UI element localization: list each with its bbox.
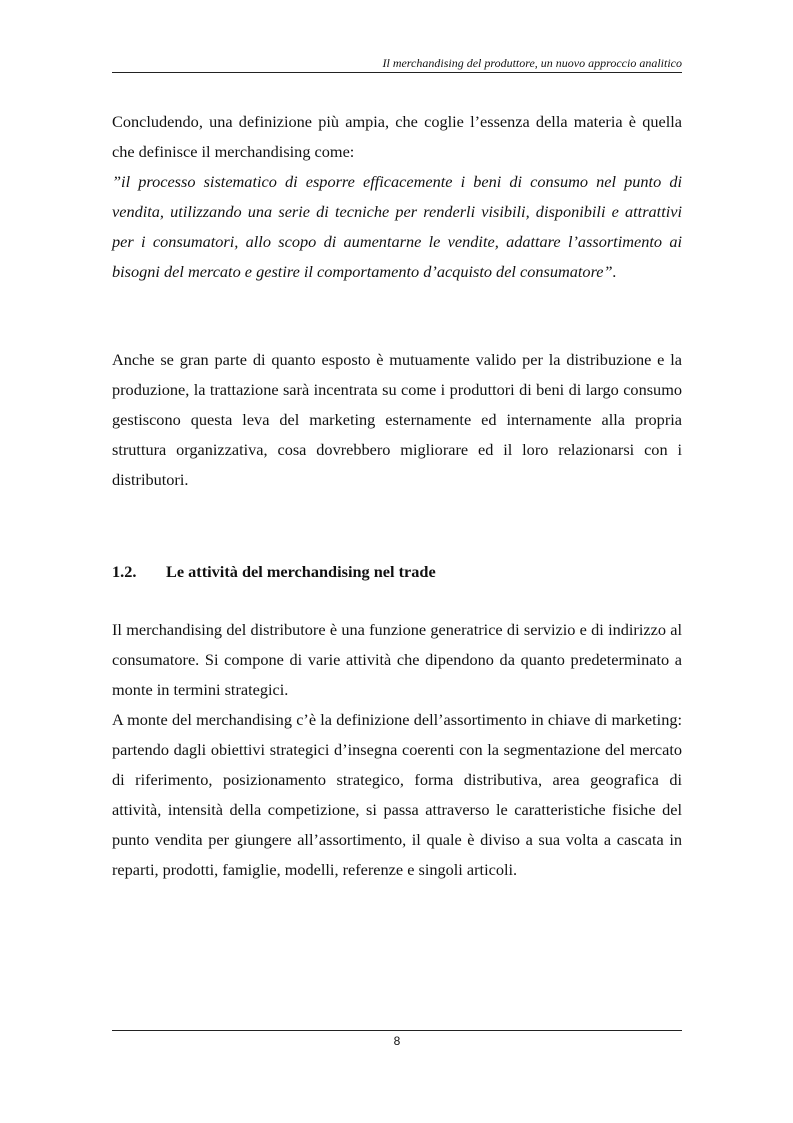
scope-paragraph: Anche se gran parte di quanto esposto è mutuamente valido per la distribuzione e la produzione, la trattazione sarà incentrata su come i produttori di beni di largo consumo gestiscono questa leva del marketing esternamente ed internamente alla propria struttura organizzativa, cosa dovrebbero migliorare ed il loro relazionarsi con i distributori. [112,350,682,489]
trade-paragraph-2: A monte del merchandising c’è la definizione dell’assortimento in chiave di marketing: partendo dagli obiettivi strategici d’insegna coerenti con la segmentazione del mercato di riferimento, posizionamento strategico, forma distributiva, area geografica di attività, intensità della competizione, si passa attraverso le caratteristiche fisiche del punto vendita per giungere all’assortimento, il quale è diviso a sua volta a cascata in reparti, prodotti, famiglie, modelli, referenze e singoli articoli. [112,710,682,879]
header-divider [112,72,682,73]
section-number: 1.2. [112,562,137,581]
definition-quote: ”il processo sistematico di esporre efficacemente i beni di consumo nel punto di vendita, utilizzando una serie di tecniche per renderli visibili, disponibili e attrattivi per i consumatori, allo scopo di aumentarne le vendite, adattare l’assortimento ai bisogni del mercato e gestire il comportamento d’acquisto del consumatore”. [112,172,682,281]
definition-intro: Concludendo, una definizione più ampia, che coglie l’essenza della materia è quella che definisce il merchandising come: [112,112,682,161]
trade-block [112,615,682,885]
scope-block [112,345,682,495]
definition-block [112,107,682,287]
footer-divider [112,1030,682,1031]
section-heading [112,557,682,587]
page-number: 8 [393,1034,401,1048]
trade-paragraph-1: Il merchandising del distributore è una funzione generatrice di servizio e di indirizzo al consumatore. Si compone di varie attività che dipendono da quanto predeterminato a monte in termini strategici. [112,620,682,699]
running-header: Il merchandising del produttore, un nuovo approccio analitico [382,56,682,70]
section-title: Le attività del merchandising nel trade [166,562,436,581]
